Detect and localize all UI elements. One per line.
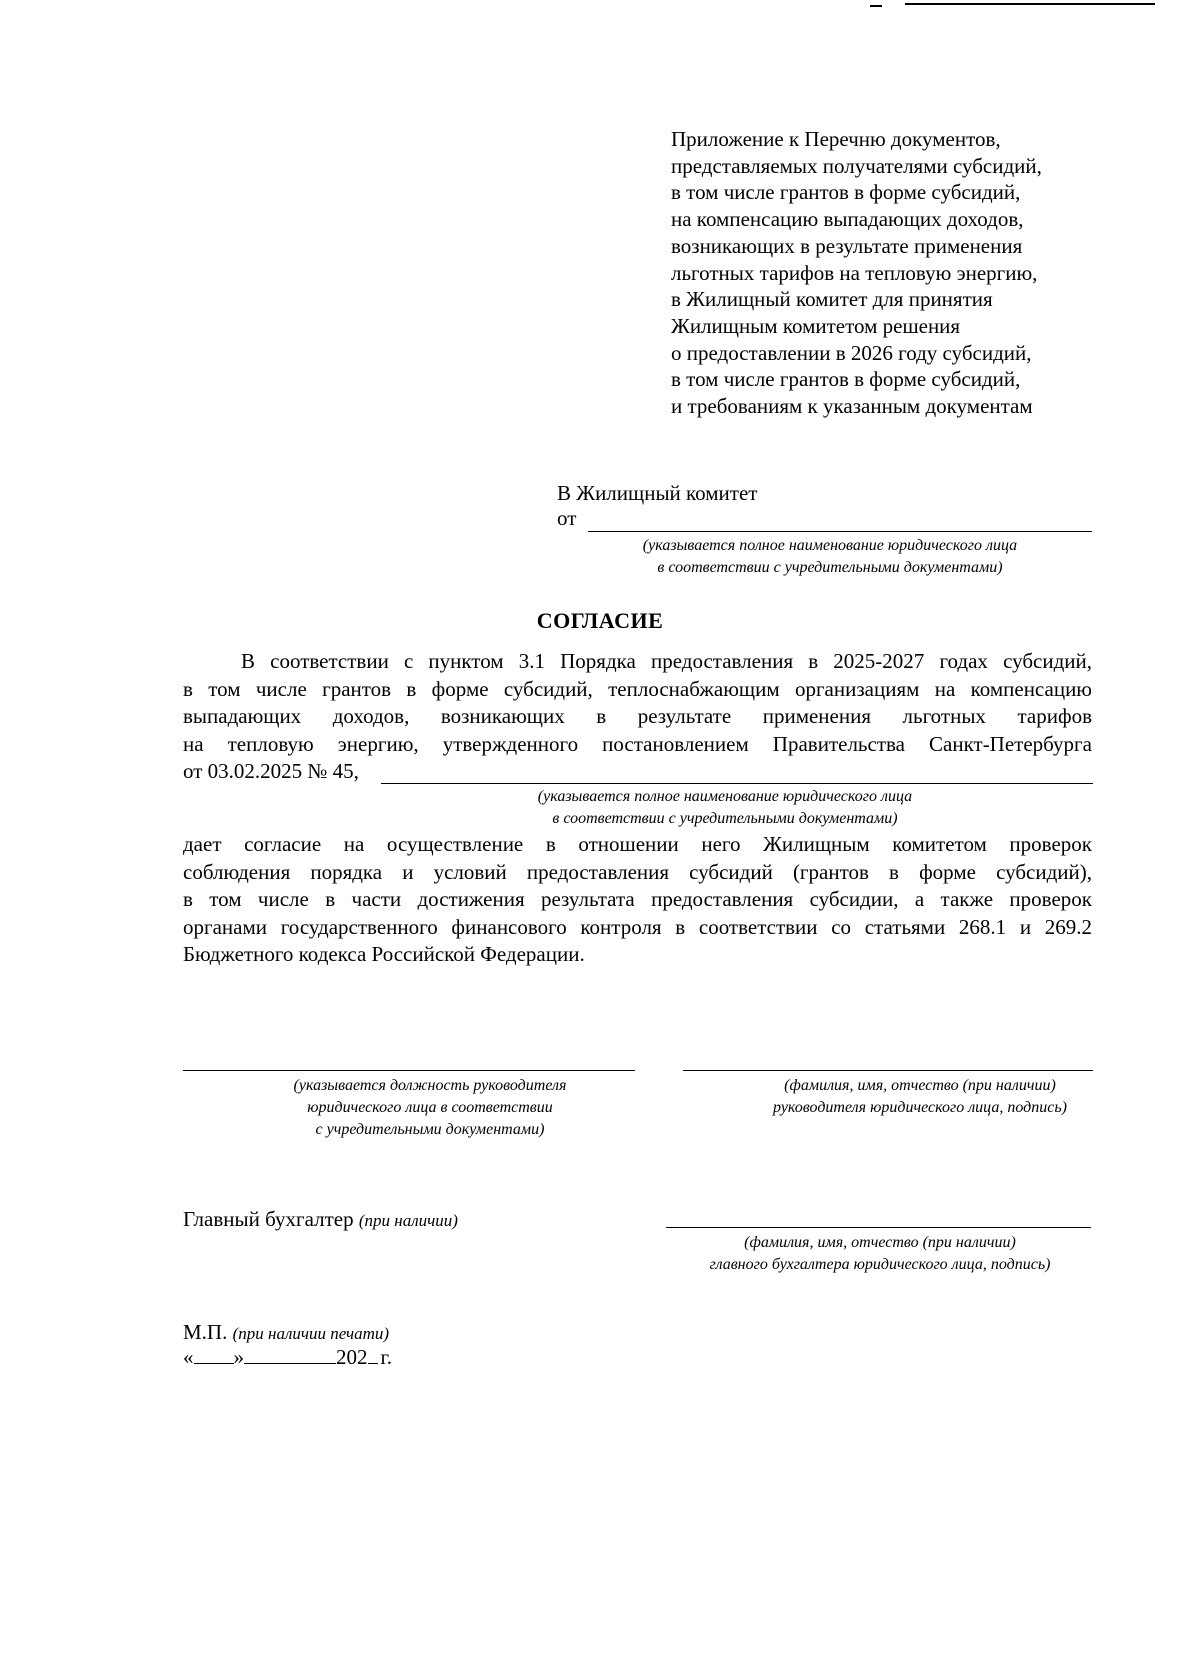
paragraph-line: соблюдения порядка и условий предоставления субсидий (грантов в форме субсидий), (183, 859, 1092, 884)
chief-accountant-label (183, 1207, 458, 1232)
stamp-note: (при наличии печати) (232, 1324, 390, 1343)
addressee-block (557, 480, 757, 506)
consent-paragraph-1 (183, 648, 1092, 786)
head-name-signature-field[interactable] (683, 1070, 1093, 1071)
accountant-name-hint (660, 1232, 1100, 1276)
head-position-field[interactable] (183, 1070, 635, 1071)
appendix-header (671, 126, 1151, 420)
organization-name-field[interactable] (381, 783, 1093, 784)
stamp-label: М.П. (183, 1320, 228, 1344)
appendix-line: на компенсацию выпадающих доходов, (671, 207, 1024, 232)
hint-line: юридического лица в соответствии (307, 1099, 553, 1116)
paragraph-line: В соответствии с пунктом 3.1 Порядка предоставления в 2025-2027 годах субсидий, (241, 649, 1092, 673)
hint-line: (указывается должность руководителя (293, 1077, 567, 1094)
consent-paragraph-2 (183, 831, 1092, 969)
hint-line: в соответствии с учредительными документами) (552, 810, 898, 827)
paragraph-line: в том числе грантов в форме субсидий, теплоснабжающим организациям на компенсацию (183, 676, 1092, 701)
date-open-quote: « (183, 1345, 194, 1369)
appendix-line: представляемых получателями субсидий, (671, 153, 1042, 178)
appendix-line: о предоставлении в 2026 году субсидий, (671, 340, 1032, 365)
addressee-to: В Жилищный комитет (557, 481, 758, 505)
paragraph-line: дает согласие на осуществление в отношении него Жилищным комитетом проверок (183, 832, 1092, 856)
paragraph-line: в том числе в части достижения результата предоставления субсидии, а также проверок (183, 887, 1092, 911)
date-line (183, 1345, 392, 1370)
appendix-line: в том числе грантов в форме субсидий, (671, 367, 1021, 392)
from-organization-hint (570, 535, 1090, 579)
paragraph-line: органами государственного финансового контроля в соответствии со статьями 268.1 и 269.2 (183, 914, 1092, 939)
date-year-field[interactable] (368, 1345, 378, 1364)
date-close-quote: » (233, 1345, 244, 1369)
hint-line: (фамилия, имя, отчество (при наличии) (784, 1077, 1056, 1094)
hint-line: с учредительными документами) (315, 1121, 545, 1138)
hint-line: руководителя юридического лица, подпись) (773, 1099, 1067, 1116)
hint-line: (указывается полное наименование юридического лица (537, 788, 913, 805)
appendix-line: Жилищным комитетом решения (671, 313, 961, 338)
scan-edge-dash (870, 5, 882, 7)
head-position-hint (220, 1075, 640, 1141)
date-month-field[interactable] (244, 1345, 336, 1364)
head-name-hint (700, 1075, 1140, 1119)
appendix-line: и требованиям к указанным документам (671, 394, 1033, 419)
stamp-place (183, 1320, 389, 1345)
accountant-note: (при наличии) (358, 1211, 458, 1230)
paragraph-line: выпадающих доходов, возникающих в результате применения льготных тарифов (183, 704, 1092, 728)
appendix-line: в Жилищный комитет для принятия (671, 287, 993, 312)
document-title: СОГЛАСИЕ (536, 608, 664, 633)
organization-name-hint (440, 786, 1010, 830)
hint-line: (указывается полное наименование юридического лица (642, 537, 1018, 554)
date-year-suffix: г. (380, 1345, 392, 1369)
addressee-from-label: от (557, 506, 577, 530)
scan-edge-line (905, 3, 1155, 5)
paragraph-line: на тепловую энергию, утвержденного постановлением Правительства Санкт-Петербурга (183, 731, 1092, 756)
hint-line: (фамилия, имя, отчество (при наличии) (744, 1234, 1016, 1251)
date-day-field[interactable] (194, 1345, 234, 1364)
from-organization-field[interactable] (588, 531, 1092, 532)
appendix-line: льготных тарифов на тепловую энергию, (671, 260, 1038, 285)
paragraph-line: от 03.02.2025 № 45, (183, 759, 359, 783)
appendix-line: Приложение к Перечню документов, (671, 127, 1001, 151)
hint-line: в соответствии с учредительными документами) (657, 559, 1003, 576)
hint-line: главного бухгалтера юридического лица, подпись) (709, 1256, 1051, 1273)
paragraph-line: Бюджетного кодекса Российской Федерации. (183, 942, 585, 966)
accountant-signature-field[interactable] (666, 1227, 1091, 1228)
accountant-label: Главный бухгалтер (183, 1207, 354, 1231)
appendix-line: в том числе грантов в форме субсидий, (671, 180, 1021, 205)
appendix-line: возникающих в результате применения (671, 233, 1023, 258)
date-year-prefix: 202 (336, 1345, 368, 1369)
